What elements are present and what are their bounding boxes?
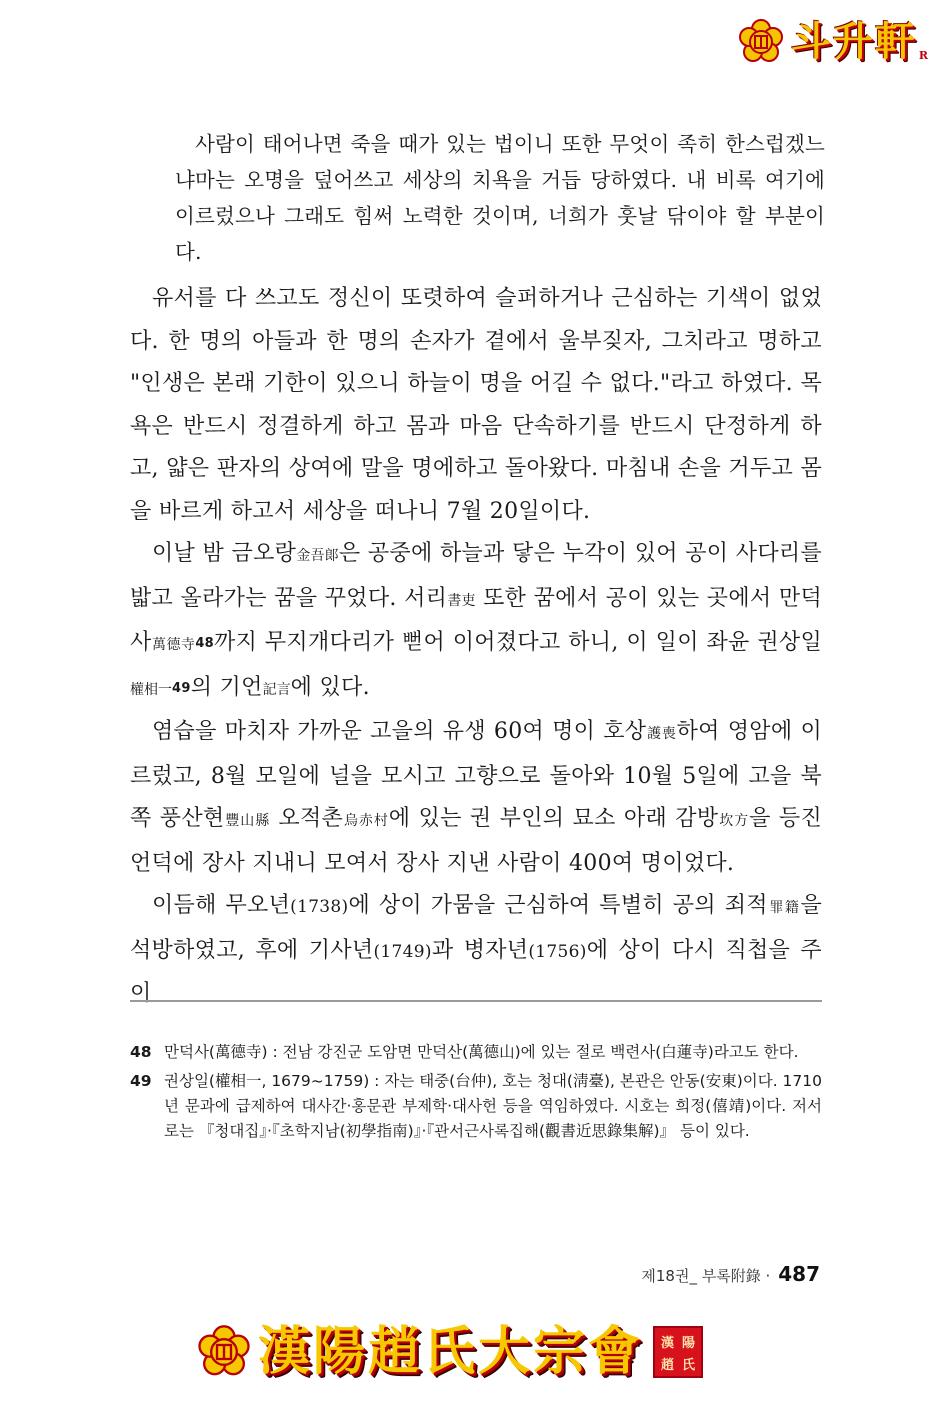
flower-emblem-icon: [737, 18, 785, 66]
footnote: [130, 1040, 822, 1065]
quoted-passage: 사람이 태어나면 죽을 때가 있는 법이니 또한 무엇이 족히 한스럽겠느냐마는 오명을 덮어쓰고 세상의 치욕을 거듭 당하였다. 내 비록 여기에 이르렀으나 그래도 힘써 노력한 것이며, 너희가 훗날 닦이야 할 부분이다.: [175, 132, 825, 264]
running-title: 제18권_ 부록附錄 ·: [641, 1267, 771, 1285]
footnote-divider: [130, 1000, 822, 1002]
page-footer: [641, 1262, 820, 1286]
footnote-number: 48: [130, 1043, 152, 1061]
footnote-text: 만덕사(萬德寺) : 전남 강진군 도암면 만덕산(萬德山)에 있는 절로 백련사(白蓮寺)라고도 한다.: [164, 1043, 799, 1061]
footnote-text: 권상일(權相一, 1679~1759) : 자는 태중(台仲), 호는 청대(淸臺), 본관은 안동(安東)이다. 1710년 문과에 급제하여 대사간·홍문관 부제학·대사헌 등을 역임하였다. 시호는 희정(僖靖)이다. 저서로는 『청대집』·『초학지남(初學指南)』·『관서근사록집해(觀書近思錄集解)』 등이 있다.: [164, 1072, 822, 1140]
body-text: [130, 278, 822, 1016]
seal-stamp: 漢 陽 趙 氏: [653, 1326, 703, 1378]
flower-emblem-icon: [196, 1324, 252, 1380]
logo-text: 斗升軒: [790, 18, 917, 65]
footnote: [130, 1069, 822, 1144]
footnote-ref[interactable]: 48: [195, 636, 215, 651]
banner-title: 漢陽趙氏大宗會: [258, 1321, 644, 1382]
paragraph: 유서를 다 쓰고도 정신이 또렷하여 슬퍼하거나 근심하는 기색이 없었다. 한 명의 아들과 한 명의 손자가 곁에서 울부짖자, 그치라고 명하고 "인생은 본래 기한이 있으니 하늘이 명을 어길 수 없다."라고 하였다. 목욕은 반드시 정결하게 하고 몸과 마음 단속하기를 반드시 단정하게 하고, 얇은 판자의 상여에 말을 명에하고 돌아왔다. 마침내 손을 거두고 몸을 바르게 하고서 세상을 떠나니 7월 20일이다.: [130, 286, 822, 524]
footnote-number: 49: [130, 1072, 152, 1090]
page-number: 487: [778, 1262, 820, 1286]
paragraph: 염습을 마치자 가까운 고을의 유생 60여 명이 호상護喪하여 영암에 이르렀고, 8월 모일에 널을 모시고 고향으로 돌아와 10월 5일에 고을 북쪽 풍산현豐山縣 오적촌烏赤村에 있는 권 부인의 묘소 아래 감방坎方을 등진 언덕에 장사 지내니 모여서 장사 지낸 사람이 400여 명이었다.: [130, 719, 823, 876]
paragraph: 이듬해 무오년(1738)에 상이 가뭄을 근심하여 특별히 공의 죄적罪籍을 석방하였고, 후에 기사년(1749)과 병자년(1756)에 상이 다시 직첩을 주이: [130, 893, 822, 1006]
bottom-banner: [196, 1316, 766, 1388]
paragraph: 이날 밤 금오랑金吾郞은 공중에 하늘과 닿은 누각이 있어 공이 사다리를 밟고 올라가는 꿈을 꾸었다. 서리書吏 또한 꿈에서 공이 있는 곳에서 만덕사萬德寺48까지 무지개다리가 뻗어 이어졌다고 하니, 이 일이 좌윤 권상일權相一49의 기언記言에 있다.: [130, 541, 823, 700]
top-logo: [737, 18, 928, 66]
footnotes: [130, 1040, 822, 1148]
registered-mark: R: [918, 49, 928, 62]
footnote-ref[interactable]: 49: [172, 680, 191, 696]
